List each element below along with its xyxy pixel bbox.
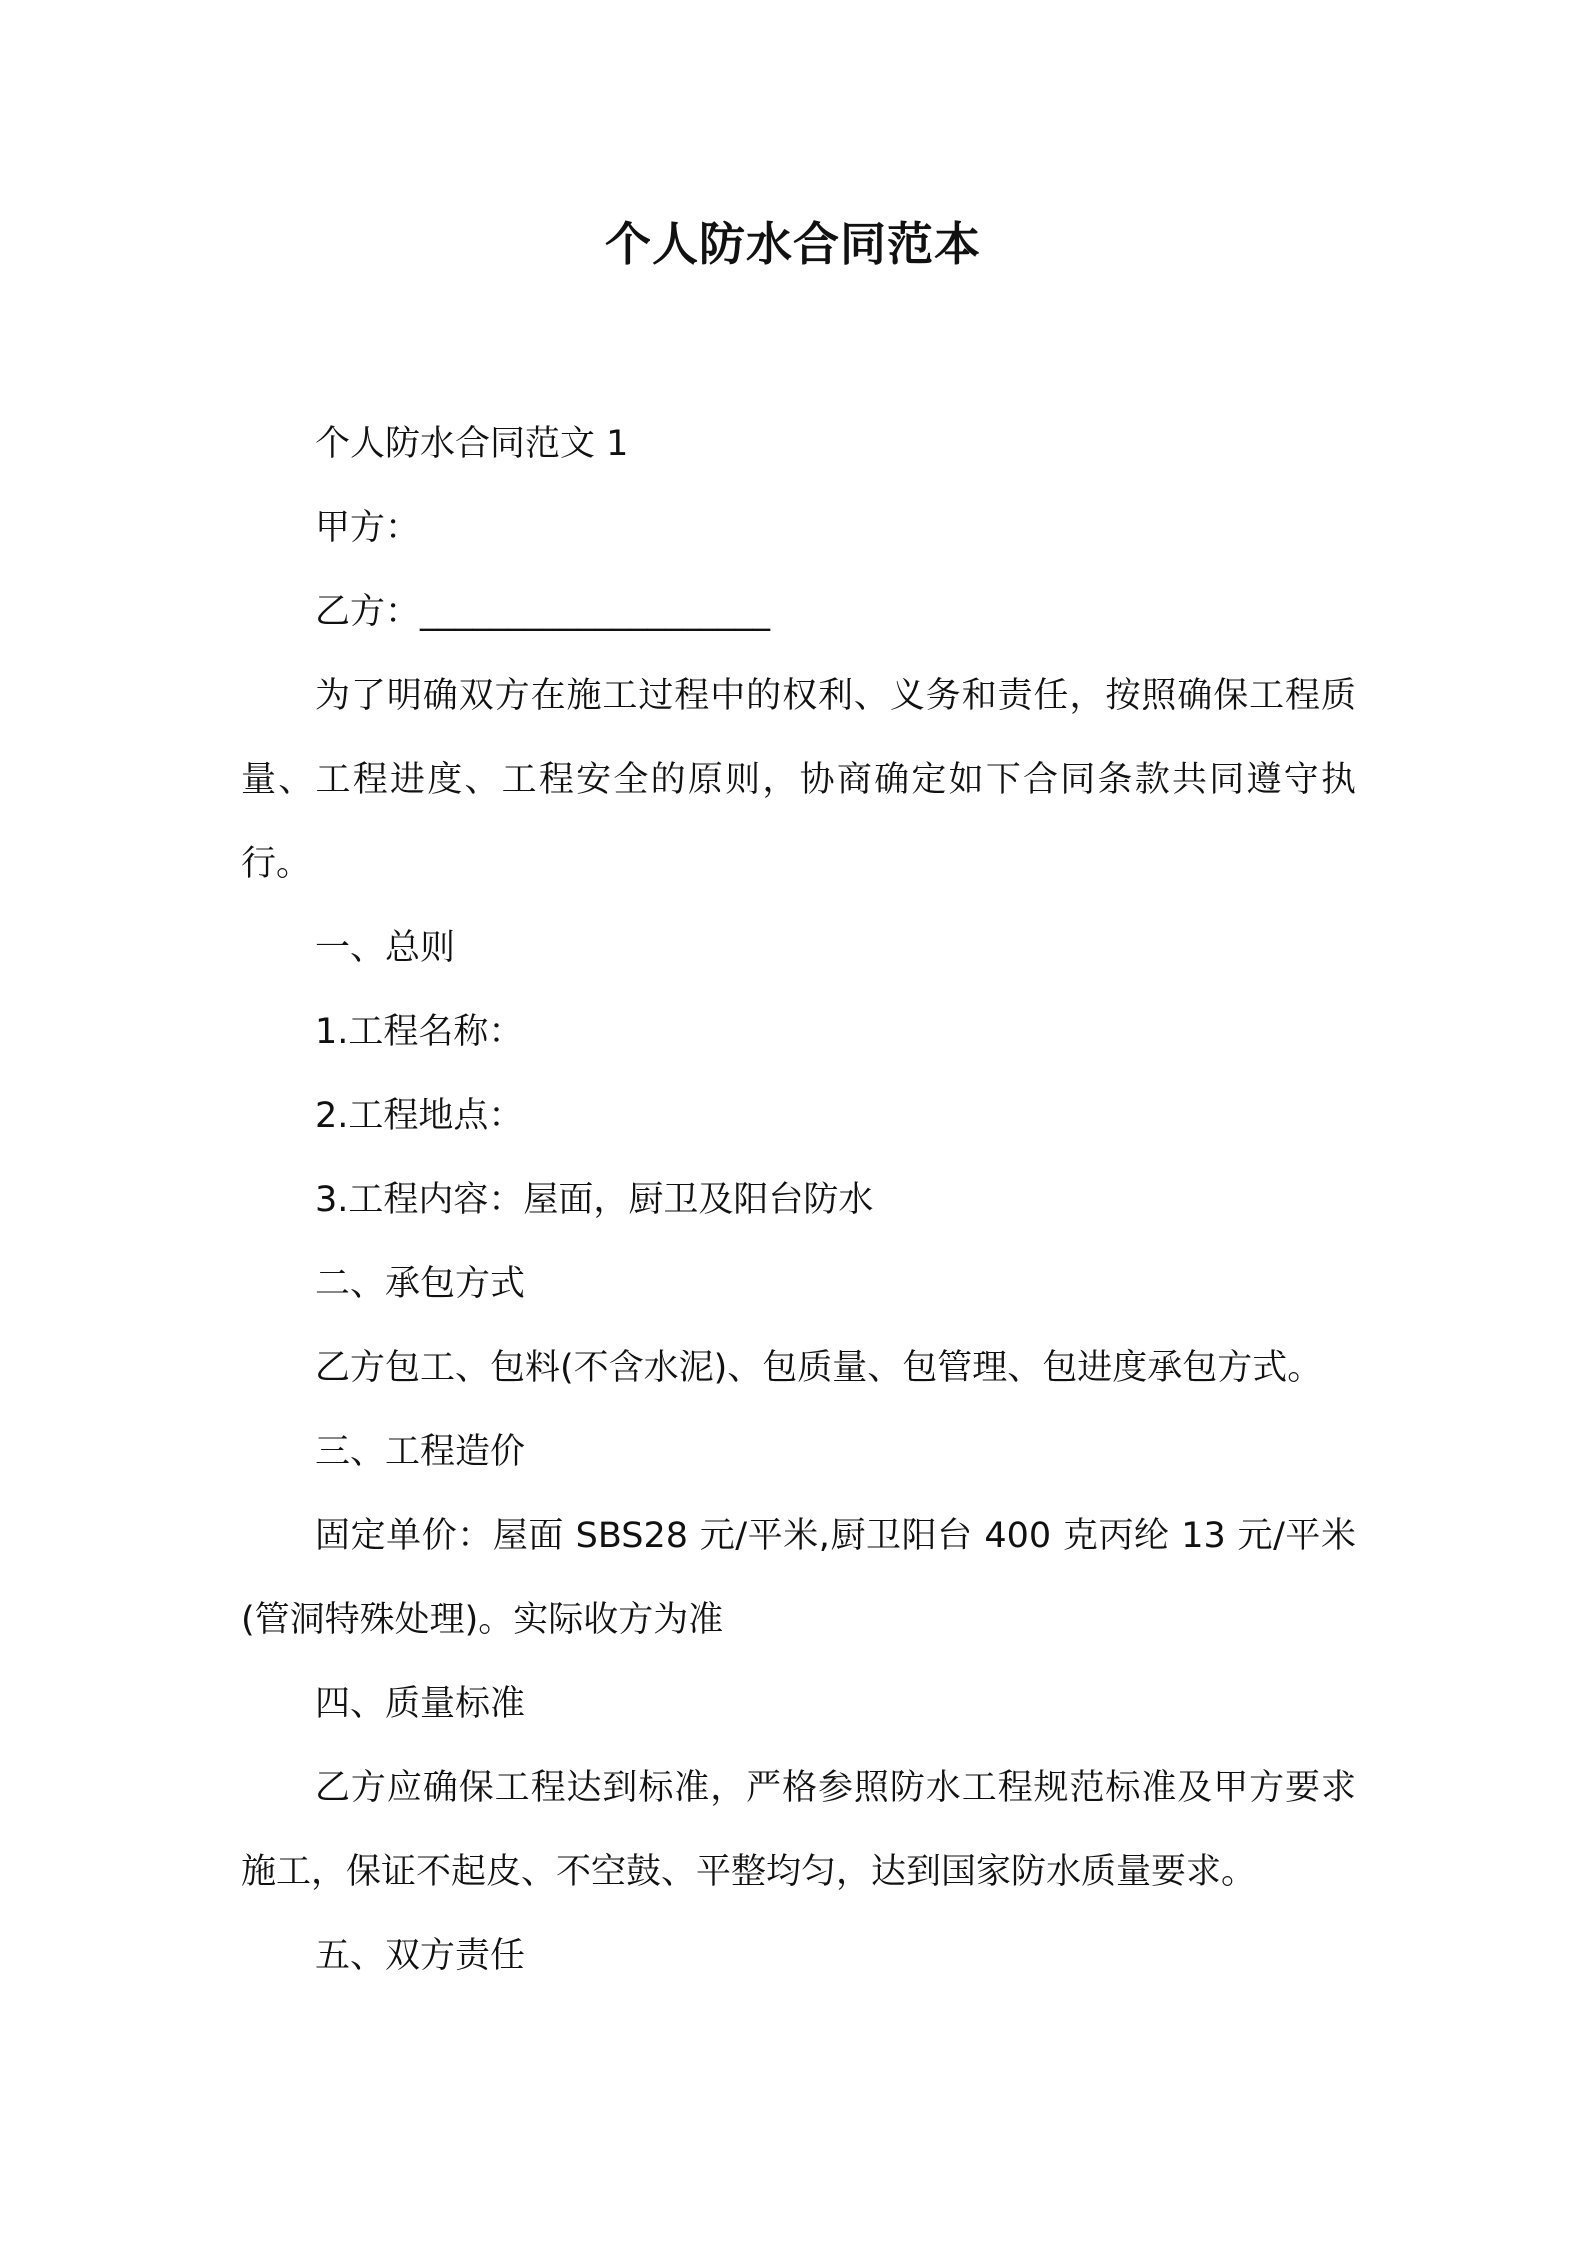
project-location-line: 2.工程地点： (315, 1096, 524, 1136)
project-name-line: 1.工程名称： (315, 1012, 524, 1052)
section-heading-project-cost: 三、工程造价 (315, 1432, 526, 1472)
contract-subtitle: 个人防水合同范文 1 (315, 424, 629, 464)
party-a-line: 甲方： (315, 508, 421, 548)
section-heading-general: 一、总则 (315, 928, 456, 968)
party-b-line: 乙方：____________________ (315, 592, 771, 632)
document-body (241, 402, 1356, 1998)
quality-standard-paragraph: 乙方应确保工程达到标准，严格参照防水工程规范标准及甲方要求施工，保证不起皮、不空鼓、平整均匀，达到国家防水质量要求。 (241, 1768, 1356, 1892)
contracting-method-paragraph: 乙方包工、包料(不含水泥)、包质量、包管理、包进度承包方式。 (315, 1348, 1323, 1388)
section-heading-responsibilities: 五、双方责任 (315, 1936, 526, 1976)
project-content-line: 3.工程内容：屋面，厨卫及阳台防水 (315, 1180, 874, 1220)
intro-paragraph: 为了明确双方在施工过程中的权利、义务和责任，按照确保工程质量、工程进度、工程安全的原则，协商确定如下合同条款共同遵守执行。 (241, 676, 1356, 884)
section-heading-contracting-method: 二、承包方式 (315, 1264, 526, 1304)
section-heading-quality-standard: 四、质量标准 (315, 1684, 526, 1724)
project-cost-paragraph: 固定单价：屋面 SBS28 元/平米,厨卫阳台 400 克丙纶 13 元/平米(管洞特殊处理)。实际收方为准 (241, 1516, 1356, 1640)
document-title: 个人防水合同范本 (605, 217, 981, 271)
